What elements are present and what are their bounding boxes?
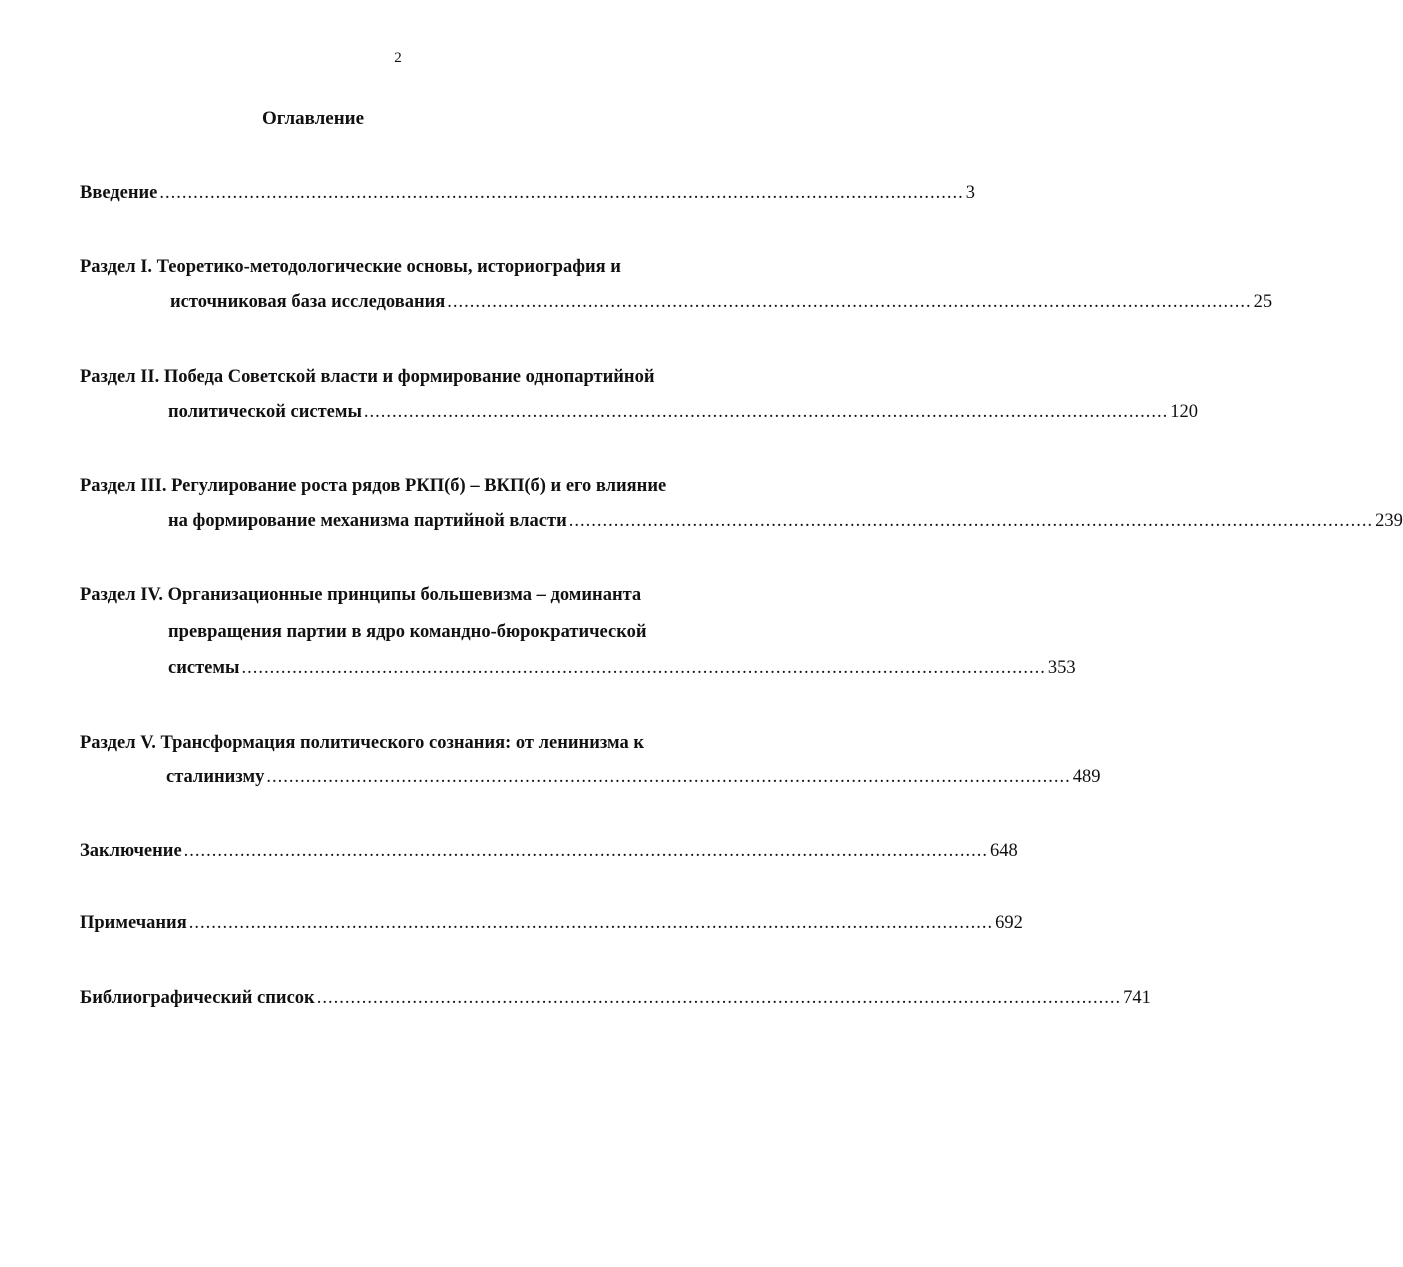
dot-leader: ............................................................................................................................................... xyxy=(363,402,1169,422)
dot-leader: ............................................................................................................................................... xyxy=(241,658,1046,678)
toc-entry-bibliography[interactable] xyxy=(80,985,1151,1011)
dot-leader: ............................................................................................................................................... xyxy=(266,767,1071,787)
toc-entry-text: сталинизму xyxy=(166,767,265,787)
toc-entry-intro[interactable] xyxy=(80,180,976,206)
toc-entry-section-4-line1[interactable]: Раздел IV. Организационные принципы большевизма – доминанта xyxy=(80,585,642,605)
toc-entry-section-2[interactable] xyxy=(168,399,1199,425)
toc-title: Оглавление xyxy=(262,108,365,129)
toc-page-number: 3 xyxy=(965,183,976,203)
dot-leader: ............................................................................................................................................... xyxy=(568,511,1374,531)
toc-page-number: 239 xyxy=(1375,511,1403,531)
toc-entry-section-2-line1[interactable]: Раздел II. Победа Советской власти и формирование однопартийной xyxy=(80,367,655,387)
toc-entry-section-3[interactable] xyxy=(168,508,1403,534)
dot-leader: ............................................................................................................................................... xyxy=(316,988,1122,1008)
dot-leader: ............................................................................................................................................... xyxy=(159,183,964,203)
toc-page-number: 353 xyxy=(1047,658,1076,678)
page-number: 2 xyxy=(394,50,402,66)
toc-entry-notes[interactable] xyxy=(80,910,1023,936)
toc-entry-text: на формирование механизма партийной власти xyxy=(168,511,567,531)
toc-entry-section-5-line1[interactable]: Раздел V. Трансформация политического сознания: от ленинизма к xyxy=(80,733,645,753)
dot-leader: ............................................................................................................................................... xyxy=(188,913,994,933)
toc-entry-section-3-line1[interactable]: Раздел III. Регулирование роста рядов РКП(б) – ВКП(б) и его влияние xyxy=(80,476,667,496)
toc-entry-text: политической системы xyxy=(168,402,362,422)
toc-page-number: 489 xyxy=(1072,767,1101,787)
toc-page-number: 120 xyxy=(1170,402,1199,422)
dot-leader: ............................................................................................................................................... xyxy=(447,292,1252,312)
toc-page-number: 648 xyxy=(990,841,1018,861)
toc-entry-section-1-line1[interactable]: Раздел I. Теоретико-методологические основы, историография и xyxy=(80,257,621,277)
toc-entry-section-4[interactable] xyxy=(168,655,1076,681)
toc-entry-text: Библиографический список xyxy=(80,988,315,1008)
toc-entry-text: системы xyxy=(168,658,240,678)
toc-page-number: 692 xyxy=(995,913,1023,933)
toc-entry-text: Заключение xyxy=(80,841,182,861)
toc-page-number: 741 xyxy=(1123,988,1151,1008)
toc-entry-text: источниковая база исследования xyxy=(170,292,446,312)
toc-page-number: 25 xyxy=(1253,292,1273,312)
toc-entry-conclusion[interactable] xyxy=(80,838,1018,864)
toc-entry-section-4-line2[interactable]: превращения партии в ядро командно-бюрократической xyxy=(168,622,647,642)
toc-entry-section-1[interactable] xyxy=(170,289,1273,315)
toc-entry-text: Введение xyxy=(80,183,158,203)
toc-entry-text: Примечания xyxy=(80,913,187,933)
toc-entry-section-5[interactable] xyxy=(166,764,1101,790)
dot-leader: ............................................................................................................................................... xyxy=(183,841,989,861)
